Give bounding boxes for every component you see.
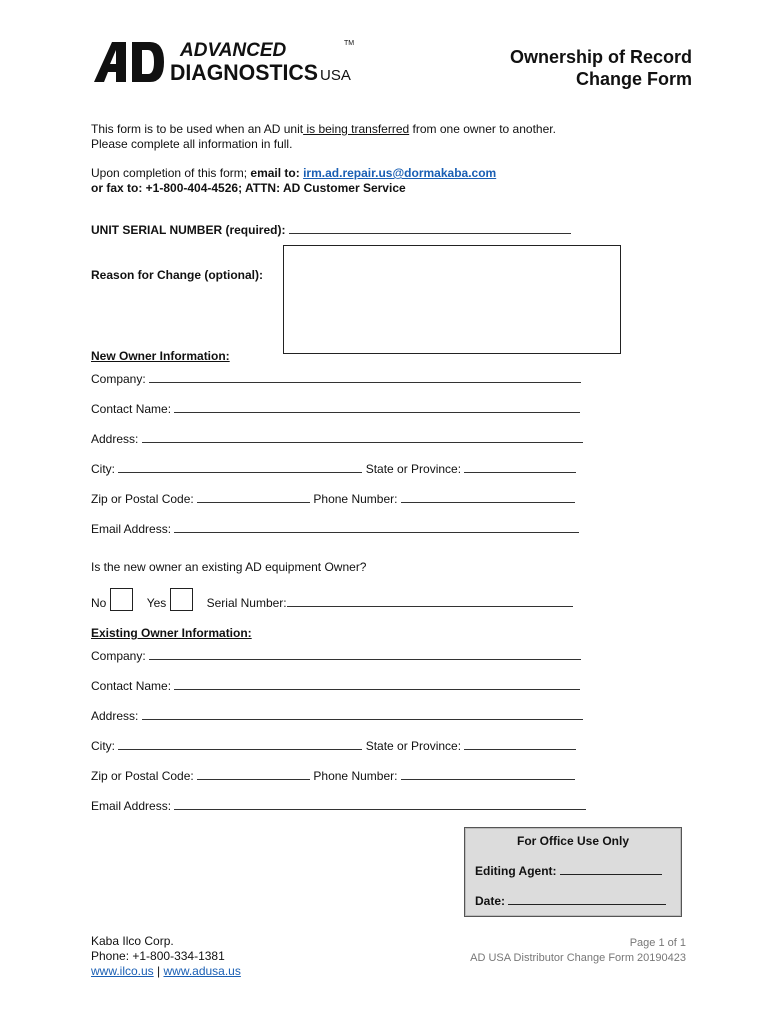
footer-contact: Kaba Ilco Corp. Phone: +1-800-334-1381 www.ilco.us | www.adusa.us [91,934,241,978]
office-use-heading: For Office Use Only [516,834,630,848]
existing-email-field[interactable]: Email Address: [91,799,586,813]
logo-text-top: ADVANCED [180,40,287,61]
title-line-1: Ownership of Record [509,47,692,67]
new-owner-heading: New Owner Information: [91,349,230,363]
existing-company-field[interactable]: Company: [91,649,581,663]
no-checkbox[interactable] [110,588,133,611]
new-zip-phone-field[interactable]: Zip or Postal Code: Phone Number: [91,492,575,506]
existing-zip-phone-field[interactable]: Zip or Postal Code: Phone Number: [91,769,575,783]
trademark: TM [344,40,355,47]
footer-company: Kaba Ilco Corp. [91,934,174,948]
document-name: AD USA Distributor Change Form 20190423 [470,952,686,964]
advanced-diagnostics-logo [92,36,362,86]
submission-instructions: Upon completion of this form; email to: irm.ad.repair.us@dormakaba.com or fax to: +1-800-404-4526; ATTN: AD Customer Service [91,166,497,195]
existing-address-field[interactable]: Address: [91,709,583,723]
form-title [510,46,692,90]
unit-serial-field[interactable] [91,223,571,237]
editing-agent-field[interactable]: Editing Agent: [475,864,662,878]
existing-contact-field[interactable]: Contact Name: [91,679,580,693]
existing-owner-heading: Existing Owner Information: [91,626,252,640]
new-address-field[interactable]: Address: [91,432,583,446]
existing-owner-question: Is the new owner an existing AD equipment Owner? [91,560,367,574]
new-email-field[interactable]: Email Address: [91,522,579,536]
yes-checkbox[interactable] [170,588,193,611]
new-city-state-field[interactable]: City: State or Province: [91,462,576,476]
reason-label: Reason for Change (optional): [91,268,263,282]
footer-doc-info [470,936,686,966]
title-line-2: Change Form [575,69,692,89]
logo-suffix: USA [320,67,351,84]
ilco-link[interactable]: www.ilco.us [91,964,154,978]
office-use-box [464,827,682,917]
serial-number-label: Serial Number: [206,596,287,610]
intro-instructions: This form is to be used when an AD unit is being transferred from one owner to another. Please complete all information in full. [91,122,556,151]
logo-text-bottom: DIAGNOSTICS [170,60,318,85]
adusa-link[interactable]: www.adusa.us [163,964,241,978]
date-field[interactable]: Date: [475,894,666,908]
serial-number-line[interactable] [287,596,573,607]
new-company-field[interactable]: Company: [91,372,581,386]
unit-serial-label: UNIT SERIAL NUMBER (required): [91,223,286,237]
footer-phone: Phone: +1-800-334-1381 [91,949,225,963]
existing-city-state-field[interactable]: City: State or Province: [91,739,576,753]
existing-owner-options: No Yes Serial Number: [91,588,573,611]
email-link[interactable]: irm.ad.repair.us@dormakaba.com [303,166,497,180]
new-contact-field[interactable]: Contact Name: [91,402,580,416]
page-number: Page 1 of 1 [629,937,686,949]
reason-textbox[interactable] [283,245,621,354]
